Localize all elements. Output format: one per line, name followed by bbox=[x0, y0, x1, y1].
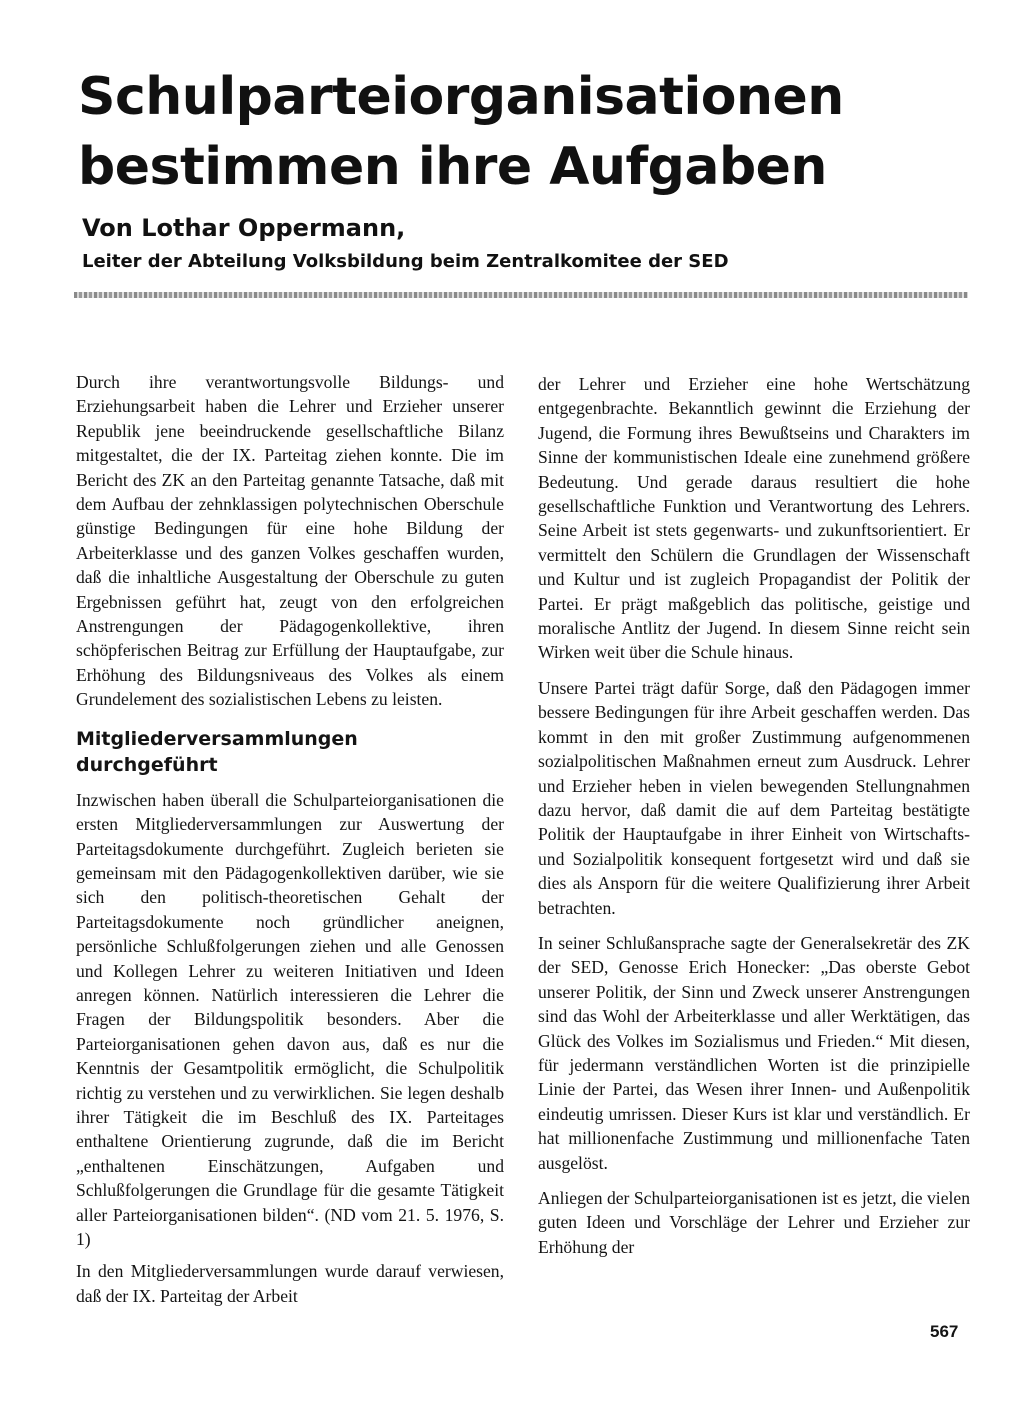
page-number: 567 bbox=[930, 1322, 959, 1341]
left-column bbox=[76, 370, 504, 1319]
author-role: Leiter der Abteilung Volksbildung beim Zentralkomitee der SED bbox=[82, 251, 729, 272]
paragraph: Unsere Partei trägt dafür Sorge, daß den Pädagogen immer bessere Bedingungen für ihre Arbeit geschaffen werden. Das kommt in den mit großer Zustimmung aufgenommenen sozialpolitischen Maßnahmen erneut zum Ausdruck. Lehrer und Erzieher heben in vielen bewegenden Stellungnahmen dazu hervor, daß damit die auf dem Parteitag bestätigte Politik der Hauptaufgabe in ihrer Einheit von Wirtschafts- und Sozialpolitik konsequent fortgesetzt wird und daß sie dies als Ansporn für die weitere Qualifizierung ihrer Arbeit betrachten. bbox=[538, 677, 970, 918]
paragraph: der Lehrer und Erzieher eine hohe Wertschätzung entgegenbrachte. Bekanntlich gewinnt die Erziehung der Jugend, die Formung ihres Bewußtseins und Charakters im Sinne der kommunistischen Ideale eine zunehmend größere Bedeutung. Und gerade daraus resultiert die hohe gesellschaftliche Funktion und Verantwortung des Lehrers. Seine Arbeit ist stets gegenwarts- und zukunftsorientiert. Er vermittelt den Schülern die Grundlagen der Wissenschaft und Kultur und ist zugleich Propagandist der Politik der Partei. Er prägt maßgeblich das politische, geistige und moralische Antlitz der Jugend. In diesem Sinne reicht sein Wirken weit über die Schule hinaus. bbox=[538, 374, 970, 663]
right-column bbox=[538, 372, 970, 1270]
paragraph: In seiner Schlußansprache sagte der Generalsekretär des ZK der SED, Genosse Erich Honecker: „Das oberste Gebot unserer Politik, der Sinn und Zweck unserer Anstrengungen sind das Wohl der Arbeiterklasse und aller Werktätigen, das Glück des Volkes im Sozialismus und Frieden.“ Mit diesen, für jedermann verständlichen Worten ist die prinzipielle Linie der Partei, das Wesen ihrer Innen- und Außenpolitik eindeutig umrissen. Dieser Kurs ist klar und verständlich. Er hat millionenfache Zustimmung und millionenfache Taten ausgelöst. bbox=[538, 932, 970, 1173]
article-title bbox=[78, 62, 978, 202]
author-name: Von Lothar Oppermann, bbox=[82, 214, 406, 242]
paragraph: Durch ihre verantwortungsvolle Bildungs- und Erziehungsarbeit haben die Lehrer und Erzieher unserer Republik jene beeindruckende gesellschaftliche Bilanz mitgestaltet, die der IX. Parteitag ziehen konnte. Die im Bericht des ZK an den Parteitag genannte Tatsache, daß mit dem Aufbau der zehnklassigen polytechnischen Oberschule günstige Bedingungen für eine hohe Bildung der Arbeiterklasse und des ganzen Volkes geschaffen wurden, daß die inhaltliche Ausgestaltung der Oberschule zu guten Ergebnissen geführt hat, zeugt von den erfolgreichen Anstrengungen der Pädagogenkollektive, ihren schöpferischen Beitrag zur Erfüllung der Hauptaufgabe, zur Erhöhung des Bildungsniveaus des Volkes als einem Grundelement des sozialistischen Lebens zu leisten. bbox=[76, 372, 504, 710]
paragraph: In den Mitgliederversammlungen wurde darauf verwiesen, daß der IX. Parteitag der Arbeit bbox=[76, 1261, 504, 1306]
title-line-1: Schulparteiorganisationen bbox=[78, 67, 844, 127]
paragraph: Anliegen der Schulparteiorganisationen ist es jetzt, die vielen guten Ideen und Vorschläge der Lehrer und Erzieher zur Erhöhung der bbox=[538, 1188, 970, 1257]
byline bbox=[82, 212, 962, 276]
section-heading: Mitgliederversammlungen durchgeführt bbox=[76, 727, 358, 776]
paragraph: Inzwischen haben überall die Schulparteiorganisationen die ersten Mitgliederversammlungen zur Auswertung der Parteitagsdokumente durchgeführt. Zugleich berieten sie gemeinsam mit den Pädagogenkollektiven darüber, wie sie sich den politisch-theoretischen Gehalt der Parteitagsdokumente noch gründlicher aneignen, persönliche Schlußfolgerungen ziehen und alle Genossen und Kollegen Lehrer zu weiteren Initiativen und Ideen anregen können. Natürlich interessieren die Lehrer die Fragen der Bildungspolitik besonders. Aber die Parteiorganisationen gehen davon aus, daß es nur die Kenntnis der Gesamtpolitik ermöglicht, die Schulpolitik richtig zu verstehen und zu verwirklichen. Sie legen deshalb ihrer Tätigkeit die im Beschluß des IX. Parteitages enthaltene Orientierung zugrunde, daß die im Bericht „enthaltenen Einschätzungen, Aufgaben und Schlußfolgerungen die Grundlage für die gesamte Tätigkeit aller Parteiorganisationen bilden“. (ND vom 21. 5. 1976, S. 1) bbox=[76, 789, 504, 1249]
title-line-2: bestimmen ihre Aufgaben bbox=[78, 137, 827, 197]
decorative-rule bbox=[74, 292, 968, 298]
